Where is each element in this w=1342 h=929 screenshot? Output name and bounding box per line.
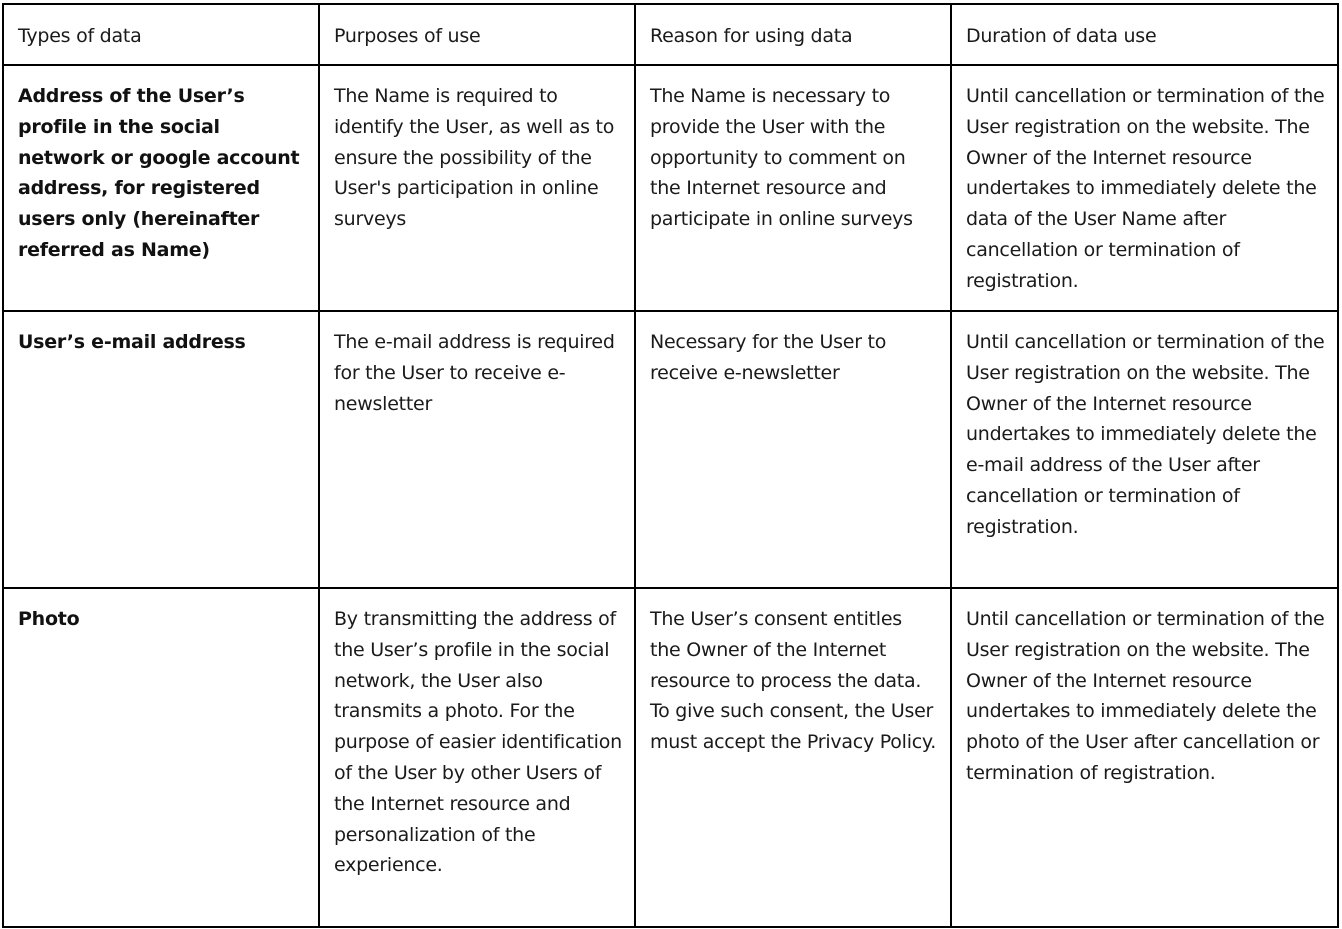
table-row <box>3 311 1338 588</box>
cell-type: Photo <box>3 588 319 927</box>
table-header-row <box>3 4 1338 65</box>
cell-duration: Until cancellation or termination of the User registration on the website. The Owner of the Internet resource undertakes to immediately delete the data of the User Name after cancellation or termination of registration. <box>951 65 1338 311</box>
header-duration-of-data-use: Duration of data use <box>951 4 1338 65</box>
cell-duration: Until cancellation or termination of the User registration on the website. The Owner of the Internet resource undertakes to immediately delete the photo of the User after cancellation or termination of registration. <box>951 588 1338 927</box>
cell-purpose: The e-mail address is required for the User to receive e-newsletter <box>319 311 635 588</box>
table-row <box>3 65 1338 311</box>
data-usage-table <box>2 3 1339 928</box>
cell-reason: Necessary for the User to receive e-newsletter <box>635 311 951 588</box>
cell-type: User’s e-mail address <box>3 311 319 588</box>
cell-duration: Until cancellation or termination of the User registration on the website. The Owner of the Internet resource undertakes to immediately delete the e-mail address of the User after cancellation or termination of registration. <box>951 311 1338 588</box>
header-types-of-data: Types of data <box>3 4 319 65</box>
header-purposes-of-use: Purposes of use <box>319 4 635 65</box>
cell-purpose: The Name is required to identify the User, as well as to ensure the possibility of the User's participation in online surveys <box>319 65 635 311</box>
cell-type: Address of the User’s profile in the social network or google account address, for registered users only (hereinafter referred as Name) <box>3 65 319 311</box>
cell-purpose: By transmitting the address of the User’s profile in the social network, the User also transmits a photo. For the purpose of easier identification of the User by other Users of the Internet resource and personalization of the experience. <box>319 588 635 927</box>
table-row <box>3 588 1338 927</box>
header-reason-for-using-data: Reason for using data <box>635 4 951 65</box>
cell-reason: The Name is necessary to provide the User with the opportunity to comment on the Internet resource and participate in online surveys <box>635 65 951 311</box>
cell-reason: The User’s consent entitles the Owner of the Internet resource to process the data. To give such consent, the User must accept the Privacy Policy. <box>635 588 951 927</box>
